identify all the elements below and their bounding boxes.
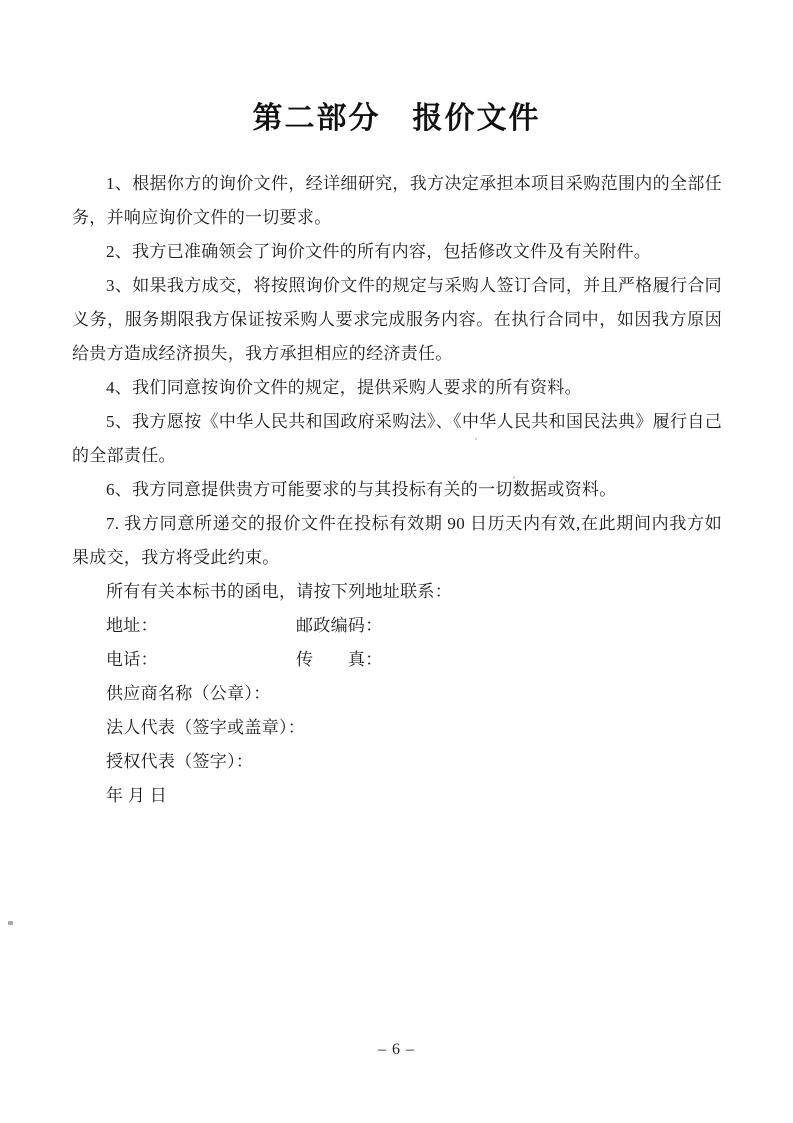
body-paragraph-2: 2、我方已准确领会了询价文件的所有内容，包括修改文件及有关附件。 [106, 242, 652, 261]
contact-intro: 所有有关本标书的函电，请按下列地址联系： [106, 582, 452, 601]
scan-speck [8, 921, 13, 925]
document-body [72, 167, 722, 813]
page-title: 第二部分 报价文件 [252, 102, 541, 135]
body-paragraph-3: 3、如果我方成交，将按照询价文件的规定与采购人签订合同，并且严格履行合同义务，服务期限我方保证按采购人要求完成服务内容。在执行合同中，如因我方原因给贵方造成经济损失，我方承担相应的经济责任。 [72, 276, 722, 363]
date-line: 年 月 日 [106, 786, 167, 805]
body-paragraph-5: 5、我方愿按《中华人民共和国政府采购法》、《中华人民共和国民法典》履行自己的全部责任。 [72, 412, 722, 465]
contact-row-phone [72, 643, 722, 677]
scan-speck [475, 438, 477, 440]
body-paragraph-1: 1、根据你方的询价文件，经详细研究，我方决定承担本项目采购范围内的全部任务，并响应询价文件的一切要求。 [72, 174, 722, 227]
page-number: – 6 – [378, 1041, 415, 1058]
contact-row-address [72, 609, 722, 643]
scan-speck [513, 476, 515, 479]
body-paragraph-6: 6、我方同意提供贵方可能要求的与其投标有关的一切数据或资料。 [106, 480, 617, 499]
postal-code-label: 邮政编码： [296, 616, 383, 635]
body-paragraph-7: 7. 我方同意所递交的报价文件在投标有效期 90 日历天内有效,在此期间内我方如果成交，我方将受此约束。 [72, 514, 722, 567]
legal-representative-label: 法人代表（签字或盖章）： [106, 718, 306, 737]
body-paragraph-4: 4、我们同意按询价文件的规定，提供采购人要求的所有资料。 [106, 378, 582, 397]
supplier-name-seal-label: 供应商名称（公章）： [106, 684, 271, 703]
address-label: 地址： [106, 616, 158, 635]
authorized-representative-label: 授权代表（签字）： [106, 752, 254, 771]
fax-label: 传 真： [296, 650, 383, 669]
phone-label: 电话： [106, 650, 158, 669]
